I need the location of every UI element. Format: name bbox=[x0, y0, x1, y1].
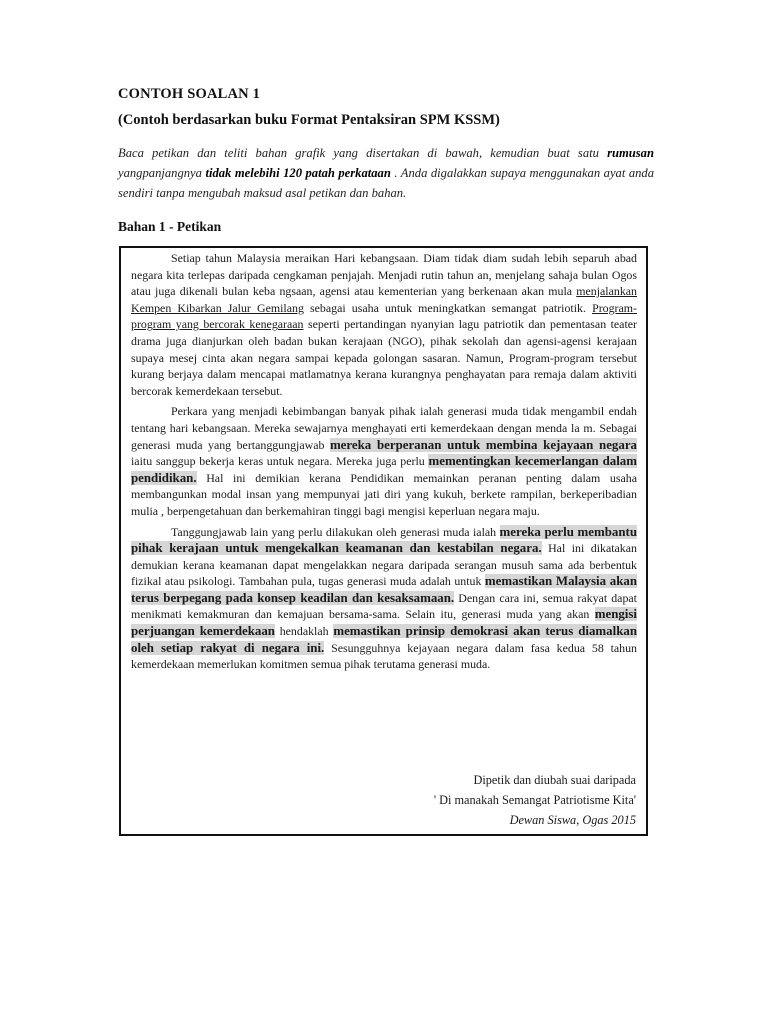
passage-paragraph-2 bbox=[131, 403, 637, 519]
instruction-part-1: Baca petikan dan teliti bahan grafik yang disertakan di bawah, kemudian buat satu bbox=[118, 146, 608, 160]
p2-highlight-1: mereka berperanan untuk membina kejayaan negara bbox=[329, 437, 637, 452]
instruction-text bbox=[118, 143, 654, 203]
passage-paragraph-1 bbox=[131, 250, 637, 399]
p1-text-2: sebagai usaha untuk meningkatkan semangat patriotik. bbox=[303, 300, 593, 315]
instruction-part-3: . Anda digalakkan supaya menggunakan ayat anda sendiri tanpa mengubah maksud asal petikan dan bahan. bbox=[118, 166, 655, 200]
p2-highlight-2: mementingkan kecemerlangan dalam pendidikan. bbox=[131, 454, 637, 485]
passage-content bbox=[131, 250, 637, 677]
source-citation bbox=[434, 770, 636, 830]
p1-underline-2: Program-program yang bercorak kenegaraan bbox=[131, 300, 637, 332]
p3-highlight-2: memastikan Malaysia akan terus berpegang pada konsep keadilan dan kesaksamaan. bbox=[131, 574, 637, 605]
instruction-part-2: yangpanjangnya bbox=[118, 166, 206, 180]
page-subtitle: (Contoh berdasarkan buku Format Pentaksiran SPM KSSM) bbox=[118, 112, 500, 128]
p3-text-3: Dengan cara ini, semua rakyat dapat menikmati kemakmuran dan kemajuan bersama-sama. Selain itu, generasi muda yang akan bbox=[131, 590, 637, 622]
source-line-1: Dipetik dan diubah suai daripada bbox=[473, 773, 636, 787]
source-line-2: ' Di manakah Semangat Patriotisme Kita' bbox=[433, 793, 636, 807]
p3-text-1: Tanggungjawab lain yang perlu dilakukan oleh generasi muda ialah bbox=[171, 524, 500, 539]
page-title: CONTOH SOALAN 1 bbox=[118, 86, 261, 102]
p1-text-1: Setiap tahun Malaysia meraikan Hari kebangsaan. Diam tidak diam sudah lebih separuh abad negara kita terlepas daripada cengkaman penjajah. Menjadi rutin tahun an, menjelang sahaja bulan Ogos atau juga dikenali bulan keba ngsaan, agensi atau kementerian yang berkenaan akan mula bbox=[131, 251, 637, 299]
p3-highlight-4: memastikan prinsip demokrasi akan terus diamalkan oleh setiap rakyat di negara ini. bbox=[131, 624, 637, 655]
p3-highlight-3: mengisi perjuangan kemerdekaan bbox=[131, 607, 637, 639]
source-line-3: Dewan Siswa, Ogas 2015 bbox=[509, 813, 636, 827]
passage-paragraph-3 bbox=[131, 524, 637, 673]
p3-text-2: Hal ini dikatakan demukian kerana keamanan dapat mengelakkan negara daripada serangan musuh sama ada berbentuk fizikal atau psikologi. Tambahan pula, tugas generasi muda adalah untuk bbox=[131, 541, 637, 589]
p2-text-2: iaitu sanggup bekerja keras untuk negara. Mereka juga perlu bbox=[131, 454, 429, 469]
section-label: Bahan 1 - Petikan bbox=[118, 219, 222, 234]
p2-text-3: Hal ini demikian kerana Pendidikan memainkan peranan penting dalam usaha membangunkan modal insan yang mempunyai jati diri yang kukuh, berkete rampilan, berkeperibadian mulia , berpengetahuan dan berkemahiran tinggi bagi mengisi keperluan negara maju. bbox=[131, 470, 637, 518]
p2-text-1: Perkara yang menjadi kebimbangan banyak pihak ialah generasi muda tidak mengambil endah tentang hari kebangsaan. Mereka sewajarnya menghayati erti kemerdekaan dengan menda la m. Sebagai generasi muda yang bertanggungjawab bbox=[131, 404, 637, 452]
p1-underline-1: menjalankan Kempen Kibarkan Jalur Gemilang bbox=[131, 284, 637, 315]
p3-text-5: Sesungguhnya kejayaan negara dalam fasa kedua 58 tahun kemerdekaan memerlukan komitmen semua pihak terutama generasi muda. bbox=[131, 640, 638, 672]
instruction-bold-1: rumusan bbox=[607, 146, 654, 160]
p3-text-4: hendaklah bbox=[274, 624, 334, 639]
p3-highlight-1: mereka perlu membantu pihak kerajaan untuk mengekalkan keamanan dan kestabilan negara. bbox=[131, 524, 637, 556]
instruction-bold-2: tidak melebihi 120 patah perkataan bbox=[205, 166, 391, 180]
p1-text-3: seperti pertandingan nyanyian lagu patriotik dan pementasan teater drama juga dianjurkan oleh badan bukan kerajaan (NGO), pihak sekolah dan agensi-agensi kerajaan supaya mesej cinta akan negara sampai kepada golongan sasaran. Namun, Program-program tersebut kurang berjaya dalam mencapai matlamatnya kerana kurangnya penghayatan para remaja dalam aktiviti bercorak kemerdekaan tersebut. bbox=[131, 317, 637, 398]
